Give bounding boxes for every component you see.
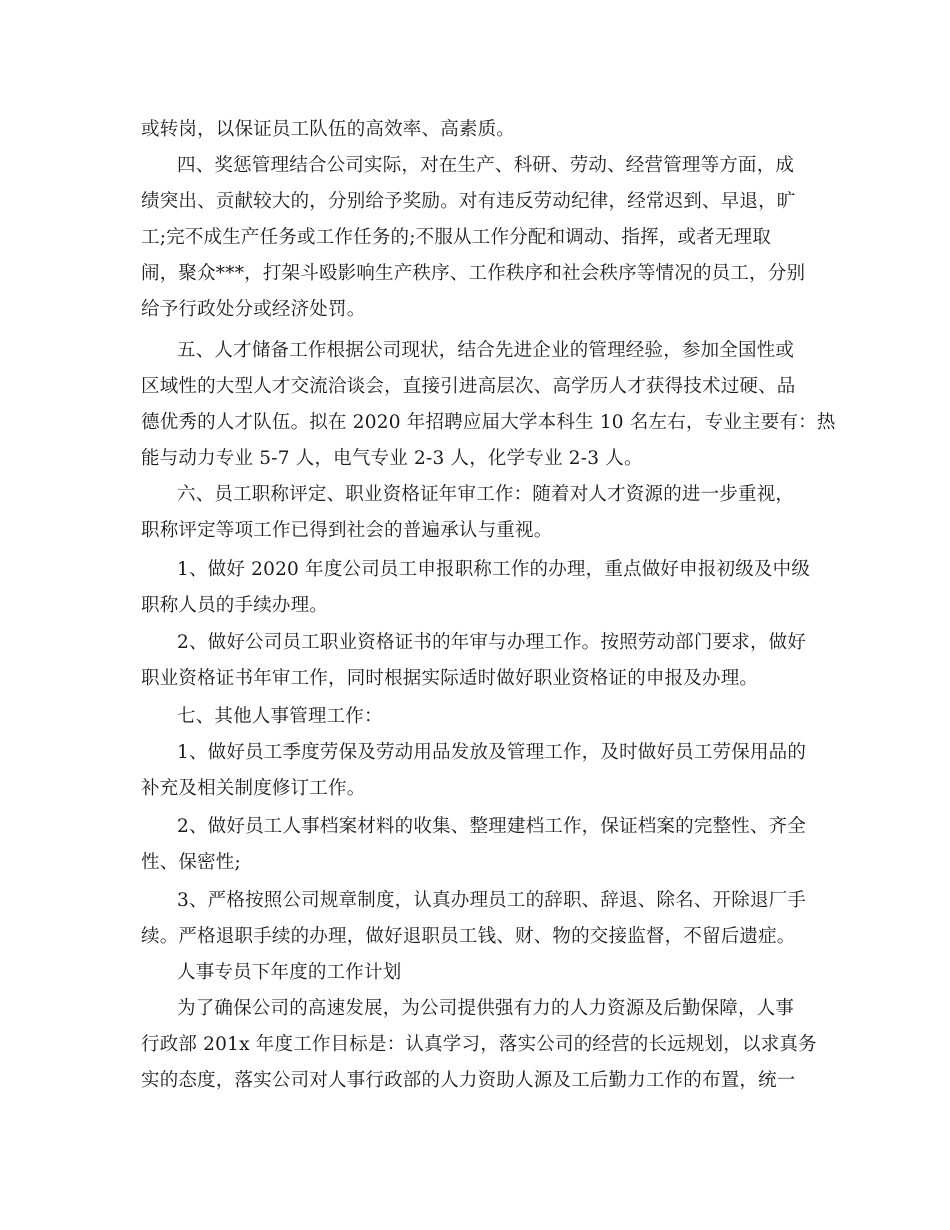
text-line: 性、保密性; — [141, 852, 241, 873]
paragraph-five-start: 五、人才储备工作根据公司现状，结合先进企业的管理经验，参加全国性或 — [177, 340, 795, 361]
text-line: 职称人员的手续办理。 — [141, 595, 329, 616]
text-line: 给予行政处分或经济处罚。 — [141, 299, 366, 320]
text-line: 能与动力专业 5-7 人，电气专业 2-3 人，化学专业 2-3 人。 — [141, 448, 643, 469]
item-2-start: 2、做好员工人事档案材料的收集、整理建档工作，保证档案的完整性、齐全 — [177, 816, 807, 837]
text-line: 或转岗，以保证员工队伍的高效率、高素质。 — [141, 119, 516, 140]
item-2-start: 2、做好公司员工职业资格证书的年审与办理工作。按照劳动部门要求，做好 — [177, 632, 807, 653]
text-line: 德优秀的人才队伍。拟在 2020 年招聘应届大学本科生 10 名左右，专业主要有：热 — [141, 412, 836, 433]
paragraph-six-start: 六、员工职称评定、职业资格证年审工作：随着对人才资源的进一步重视， — [177, 484, 795, 505]
item-1-start: 1、做好员工季度劳保及劳动用品发放及管理工作，及时做好员工劳保用品的 — [177, 742, 807, 763]
text-line: 闹，聚众***，打架斗殴影响生产秩序、工作秩序和社会秩序等情况的员工，分别 — [141, 263, 806, 284]
text-line: 工;完不成生产任务或工作任务的;不服从工作分配和调动、指挥，或者无理取 — [141, 227, 771, 248]
paragraph-four-start: 四、奖惩管理结合公司实际，对在生产、科研、劳动、经营管理等方面，成 — [177, 155, 795, 176]
item-3-start: 3、严格按照公司规章制度，认真办理员工的辞职、辞退、除名、开除退厂手 — [177, 890, 807, 911]
item-1-start: 1、做好 2020 年度公司员工申报职称工作的办理，重点做好申报初级及中级 — [177, 559, 811, 580]
text-line: 补充及相关制度修订工作。 — [141, 778, 366, 799]
section-heading: 人事专员下年度的工作计划 — [177, 962, 402, 983]
text-line: 绩突出、贡献较大的，分别给予奖励。对有违反劳动纪律，经常迟到、早退，旷 — [141, 191, 796, 212]
paragraph-seven-heading: 七、其他人事管理工作： — [177, 706, 383, 727]
text-line: 行政部 201x 年度工作目标是：认真学习，落实公司的经营的长远规划，以求真务 — [141, 1034, 817, 1055]
text-line: 续。严格退职手续的办理，做好退职员工钱、财、物的交接监督，不留后遗症。 — [141, 926, 796, 947]
intro-paragraph-start: 为了确保公司的高速发展，为公司提供强有力的人力资源及后勤保障，人事 — [177, 998, 795, 1019]
text-line: 区域性的大型人才交流洽谈会，直接引进高层次、高学历人才获得技术过硬、品 — [141, 376, 796, 397]
text-line: 职称评定等项工作已得到社会的普遍承认与重视。 — [141, 520, 553, 541]
text-line: 职业资格证书年审工作，同时根据实际适时做好职业资格证的申报及办理。 — [141, 668, 759, 689]
text-line: 实的态度，落实公司对人事行政部的人力资助人源及工后勤力工作的布置，统一 — [141, 1070, 796, 1091]
